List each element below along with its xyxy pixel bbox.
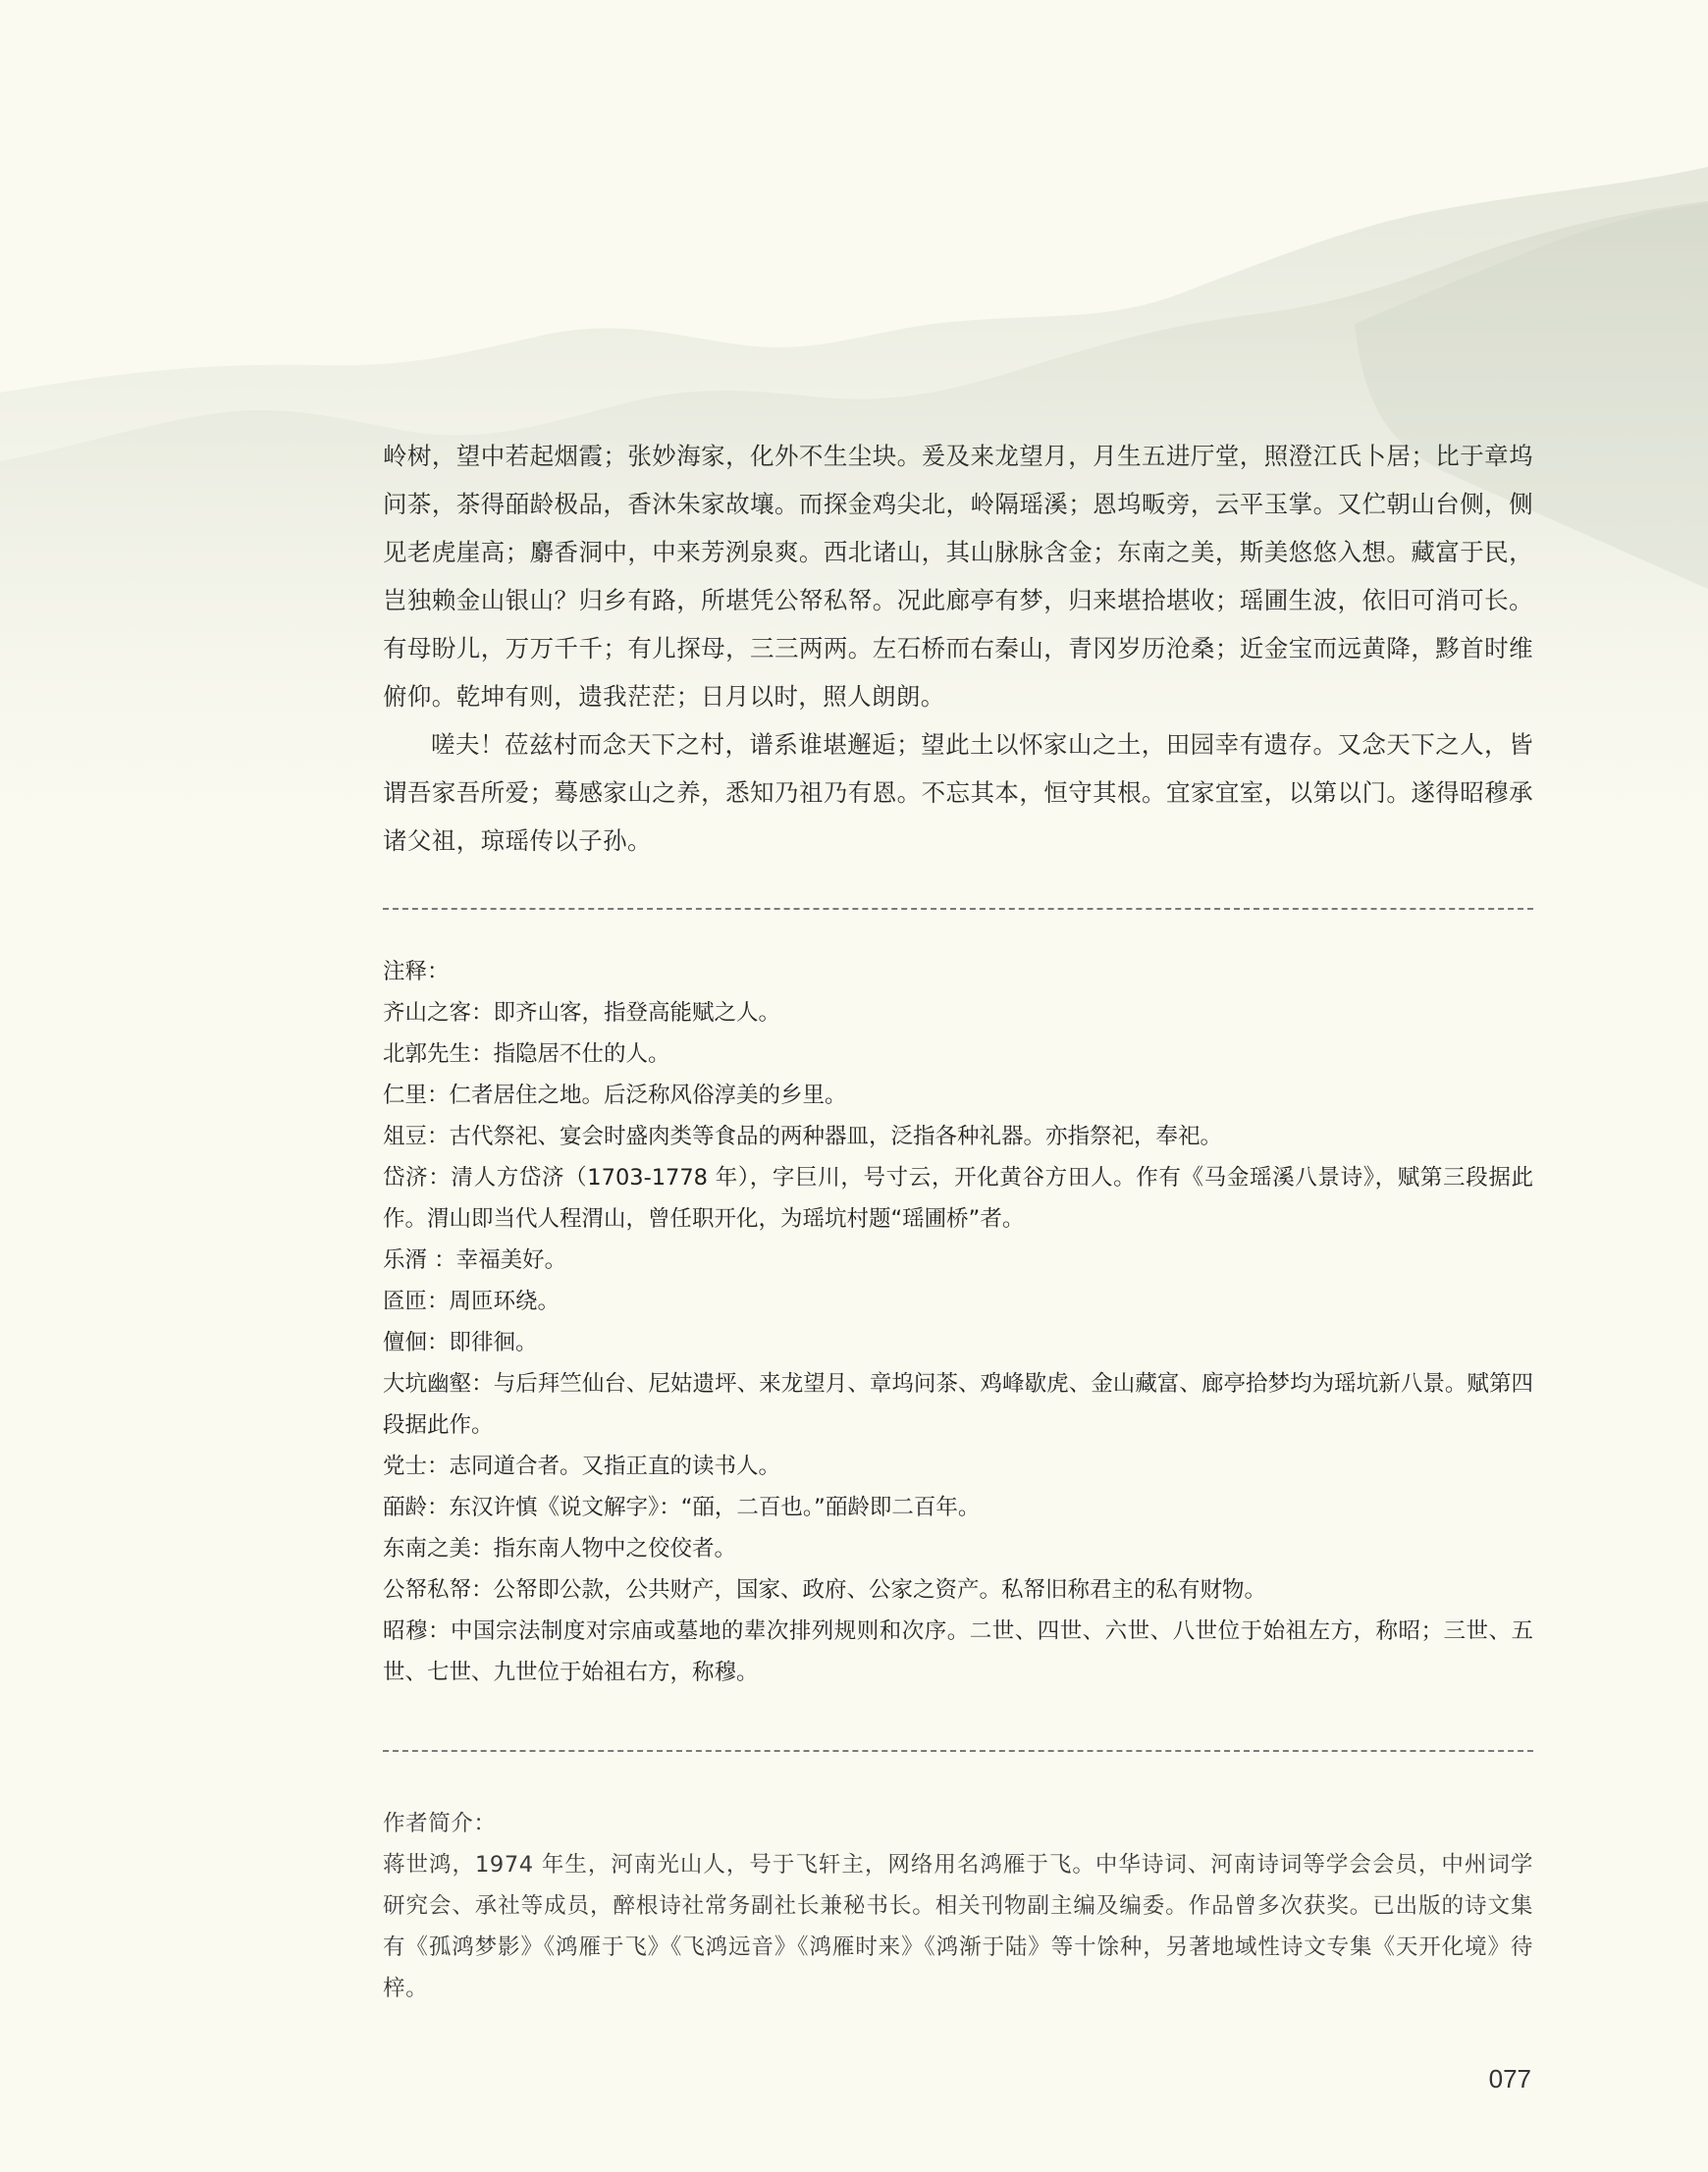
author-bio-heading: 作者简介： bbox=[383, 1811, 497, 1836]
annotation-item: 大坑幽壑：与后拜竺仙台、尼姑遗坪、来龙望月、章坞问茶、鸡峰歇虎、金山藏富、廊亭拾梦均为瑶坑新八景。赋第四段据此作。 bbox=[383, 1371, 1533, 1438]
annotations-section bbox=[383, 951, 1533, 1693]
annotation-item: 北郭先生：指隐居不仕的人。 bbox=[383, 1041, 670, 1067]
annotation-item: 匼匝：周匝环绕。 bbox=[383, 1289, 560, 1314]
annotation-item: 党士：志同道合者。又指正直的读书人。 bbox=[383, 1454, 781, 1479]
annotation-item: 俎豆：古代祭祀、宴会时盛肉类等食品的两种器皿，泛指各种礼器。亦指祭祀，奉祀。 bbox=[383, 1124, 1223, 1149]
fu-essay-body bbox=[383, 432, 1533, 865]
dashed-divider bbox=[383, 908, 1533, 910]
annotations-heading: 注释： bbox=[383, 959, 450, 984]
page-content bbox=[383, 432, 1533, 2009]
annotation-item: 皕龄：东汉许慎《说文解字》：“皕，二百也。”皕龄即二百年。 bbox=[383, 1495, 981, 1520]
dashed-divider bbox=[383, 1750, 1533, 1752]
author-bio-text: 蒋世鸿，1974 年生，河南光山人，号于飞轩主，网络用名鸿雁于飞。中华诗词、河南诗词等学会会员，中州词学研究会、承社等成员，醉根诗社常务副社长兼秘书长。相关刊物副主编及编委。作品曾多次获奖。已出版的诗文集有《孤鸿梦影》《鸿雁于飞》《飞鸿远音》《鸿雁时来》《鸿渐于陆》等十馀种，另著地域性诗文专集《天开化境》待梓。 bbox=[383, 1852, 1533, 2001]
page-number: 077 bbox=[1488, 2064, 1531, 2093]
annotation-item: 岱济：清人方岱济（1703-1778 年），字巨川，号寸云，开化黄谷方田人。作有《马金瑶溪八景诗》，赋第三段据此作。渭山即当代人程渭山，曾任职开化，为瑶坑村题“瑶圃桥”者。 bbox=[383, 1165, 1533, 1232]
annotation-item: 公帑私帑：公帑即公款，公共财产，国家、政府、公家之资产。私帑旧称君主的私有财物。 bbox=[383, 1577, 1267, 1603]
essay-paragraph: 嗟夫！莅兹村而念天下之村，谱系谁堪邂逅；望此土以怀家山之土，田园幸有遗存。又念天下之人，皆谓吾家吾所爱；蓦感家山之养，悉知乃祖乃有恩。不忘其本，恒守其根。宜家宜室，以第以门。遂得昭穆承诸父祖，琼瑶传以子孙。 bbox=[383, 730, 1533, 855]
annotation-item: 仁里：仁者居住之地。后泛称风俗淳美的乡里。 bbox=[383, 1083, 847, 1108]
annotation-item: 乐湑 ：幸福美好。 bbox=[383, 1247, 567, 1273]
annotations-list bbox=[383, 992, 1533, 1693]
annotation-item: 昭穆：中国宗法制度对宗庙或墓地的辈次排列规则和次序。二世、四世、六世、八世位于始祖左方，称昭；三世、五世、七世、九世位于始祖右方，称穆。 bbox=[383, 1618, 1533, 1685]
annotation-item: 东南之美：指东南人物中之佼佼者。 bbox=[383, 1536, 737, 1562]
essay-paragraph: 岭树，望中若起烟霞；张妙海家，化外不生尘块。爰及来龙望月，月生五进厅堂，照澄江氏卜居；比于章坞问茶，茶得皕龄极品，香沐朱家故壤。而探金鸡尖北，岭隔瑶溪；恩坞畈旁，云平玉掌。又伫朝山台侧，侧见老虎崖高；麝香洞中，中来芳洌泉爽。西北诸山，其山脉脉含金；东南之美，斯美悠悠入想。藏富于民，岂独赖金山银山？归乡有路，所堪凭公帑私帑。况此廊亭有梦，归来堪拾堪收；瑶圃生波，依旧可消可长。有母盼儿，万万千千；有儿探母，三三两两。左石桥而右秦山，青冈岁历沧桑；近金宝而远黄降，黟首时维俯仰。乾坤有则，遗我茫茫；日月以时，照人朗朗。 bbox=[383, 442, 1533, 711]
annotation-item: 齐山之客：即齐山客，指登高能赋之人。 bbox=[383, 1000, 781, 1026]
author-bio-section bbox=[383, 1803, 1533, 2009]
annotation-item: 儃佪：即徘徊。 bbox=[383, 1330, 538, 1355]
